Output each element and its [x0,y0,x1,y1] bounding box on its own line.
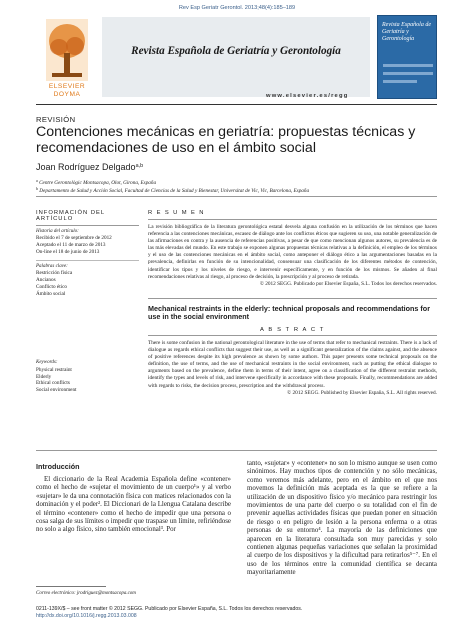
article-info [36,210,139,394]
cover-decoration [383,72,433,75]
cover-decoration [383,64,433,67]
history-item: On-line el 18 de junio de 2013 [36,249,100,255]
author-marks: a,b [135,163,144,169]
intro-heading: Introducción [36,462,80,471]
author-name[interactable]: Joan Rodríguez Delgado [36,162,136,172]
masthead [36,15,437,100]
affiliation [36,186,446,194]
resumen-text: La revisión bibliográfica de la literatura gerontológica estatal desvela alguna confusión en la utilización de los términos que hacen referencia a las contenciones mecánicas, escasez de diálogo ante los conflictos éticos que sugieren su uso, una notable generalización de las afirmaciones en contra y la ausencia de referencias positivas, a pesar de que como mencionan algunos autores, su prevalencia es de las más elevadas del mundo. En este trabajo se exponen algunas propuestas técnicas relativas a la definición, el empleo de los términos y el uso de las contenciones mecánicas en el ámbito social, como anteponer el diálogo ético a las argumentaciones basadas en la prevalencia, definirlas en función de su intencionalidad, consensuar una clasificación de los diferentes métodos de contención, identificar los tipos y los niveles de riesgo, e intervenir específicamente, y en función de los mismos. Se añaden al final recomendaciones relativas al riesgo, al proceso de decisión, la prescripción y al proceso de retirada. [148,224,437,280]
divider [36,104,437,105]
affiliation-mark: b [36,186,38,191]
body-left-column [36,462,231,535]
history-label: Historia del artículo: [36,229,79,234]
resumen-heading: R E S U M E N [148,210,437,220]
logo-text-doyma: DOYMA [53,91,81,98]
abstract-text: There is some confusion in the national gerontological literature in the use of terms that refer to mechanical restraints. There is a lack of dialogue as regards ethical conflicts that suggest their use, as well as a significant generalization of the claims against, and the absence of positive references despite its high prevalence as shown by some authors. This paper presents some technical proposals on the definition, the use of terms, and the use of mechanical restraints in the social environment, such as putting the ethical dialogue to arguments based on the prevalence, define them in terms of their intent, agree on a classification of the different restraint methods, identify the types and levels of risk, and intervene specifically in accordance with these proposals. Finally, recommendations are added with regards to risks, the decision process, prescription and the withdrawal process. [148,339,437,389]
elsevier-tree-icon [46,19,88,81]
affiliation [36,178,446,186]
footnote-rule [36,586,106,587]
body-right-column [247,460,437,578]
keyword: Ancianos [36,277,56,283]
footnote-email[interactable]: Correo electrónico: jrodriguez@montsacopa.com [36,591,136,596]
section-label: REVISIÓN [36,115,76,124]
keyword-en: Social environment [36,387,77,394]
cover-title: Revista Española de Geriatría y Gerontología [382,22,431,42]
running-head: Rev Esp Geriatr Gerontol. 2013;48(4):185–189 [178,5,296,11]
article-title: Contenciones mecánicas en geriatría: propuestas técnicas y recomendaciones de uso en el ámbito social [36,124,416,156]
journal-band [102,17,370,97]
keyword: Ámbito social [36,290,66,297]
keyword: Conflicto ético [36,283,67,290]
keyword: Restricción física [36,270,73,277]
keyword-en: Elderly [36,373,52,380]
history-item: Aceptado el 11 de marzo de 2013 [36,242,106,249]
article-info-heading: INFORMACIÓN DEL ARTÍCULO [36,210,139,226]
doi-link[interactable]: http://dx.doi.org/10.1016/j.regg.2013.03.008 [36,613,137,619]
history-item: Recibido el 7 de septiembre de 2012 [36,235,112,242]
body-paragraph: El diccionario de la Real Academia Española define «contener» como el hecho de «sujetar el movimiento de un cuerpo¹» y al verbo «sujetar» le da una connotación física con matices relacionados con la dominación y el poder². El Diccionari de la Llengua Catalana describe el término «contener» como el hecho de impedir que una persona o cosa salga de sus límites o impedir que traspase un límite, refiriéndose no solo a algo físico, sino también emocional³. Por [36,476,231,534]
affiliation-text: Centre Gerontològic Montsacopa, Olot, Girona, España [39,180,157,186]
divider [36,196,437,197]
body-paragraph: tanto, «sujetar» y «contener» no son lo mismo aunque se usen como sinónimos. Hay muchos tipos de contención y no sólo mecánicas, como veremos más adelante, pero en el ámbito en el que nos movemos la definición más aceptada es la que se refiere a la utilización de un dispositivo físico y/o mecánico para restringir los movimientos de una parte del cuerpo o su totalidad con el fin de prevenir aquellas actividades físicas que puedan poner en situación de riesgo o en peligro de lesión a la persona enferma o a otras personas de su entorno⁴. La mayoría de las definiciones que aparecen en la literatura consultada son muy parecidas y solo contienen algunas pequeñas variaciones que señalan la proximidad al cuerpo de los dispositivos y la dificultad para retirarlos⁵⁻⁷. En el uso de los términos entre la comunidad científica se decanta mayoritariamente [247,460,437,577]
affiliation-text: Departamento de Salud y Acción Social, Facultad de Ciencias de la Salud y Bienestar, Universitat de Vic, Vic, Barcelona, España [39,188,310,194]
abstract-heading: A B S T R A C T [148,327,437,336]
abstract-copyright: © 2012 SEGG. Published by Elsevier España, S.L. All rights reserved. [287,389,437,396]
keyword-en: Physical restraint [36,366,72,373]
journal-cover [377,15,437,99]
keywords-en-label: Keywords: [36,360,58,366]
divider [36,260,139,261]
english-title: Mechanical restraints in the elderly: technical proposals and recommendations for use in the social environment [148,298,437,322]
issn-line: 0211-139X/$ – see front matter © 2012 SEGG. Publicado por Elsevier España, S.L. Todos los derechos reservados. [36,606,303,612]
logo-text-elsevier: ELSEVIER [48,83,86,90]
cover-decoration [383,80,417,83]
divider [36,450,437,451]
author [36,162,143,172]
resumen-copyright: © 2012 SEGG. Publicado por Elsevier España, S.L. Todos los derechos reservados. [259,280,437,287]
journal-title: Revista Española de Geriatría y Gerontología [131,45,341,57]
keyword-en: Ethical conflicts [36,380,70,387]
abstract-column [148,210,437,397]
affiliation-mark: a [36,178,38,183]
journal-url[interactable]: www.elsevier.es/regg [266,93,349,99]
publisher-logo [36,15,98,99]
keywords-label: Palabras clave: [36,263,68,269]
